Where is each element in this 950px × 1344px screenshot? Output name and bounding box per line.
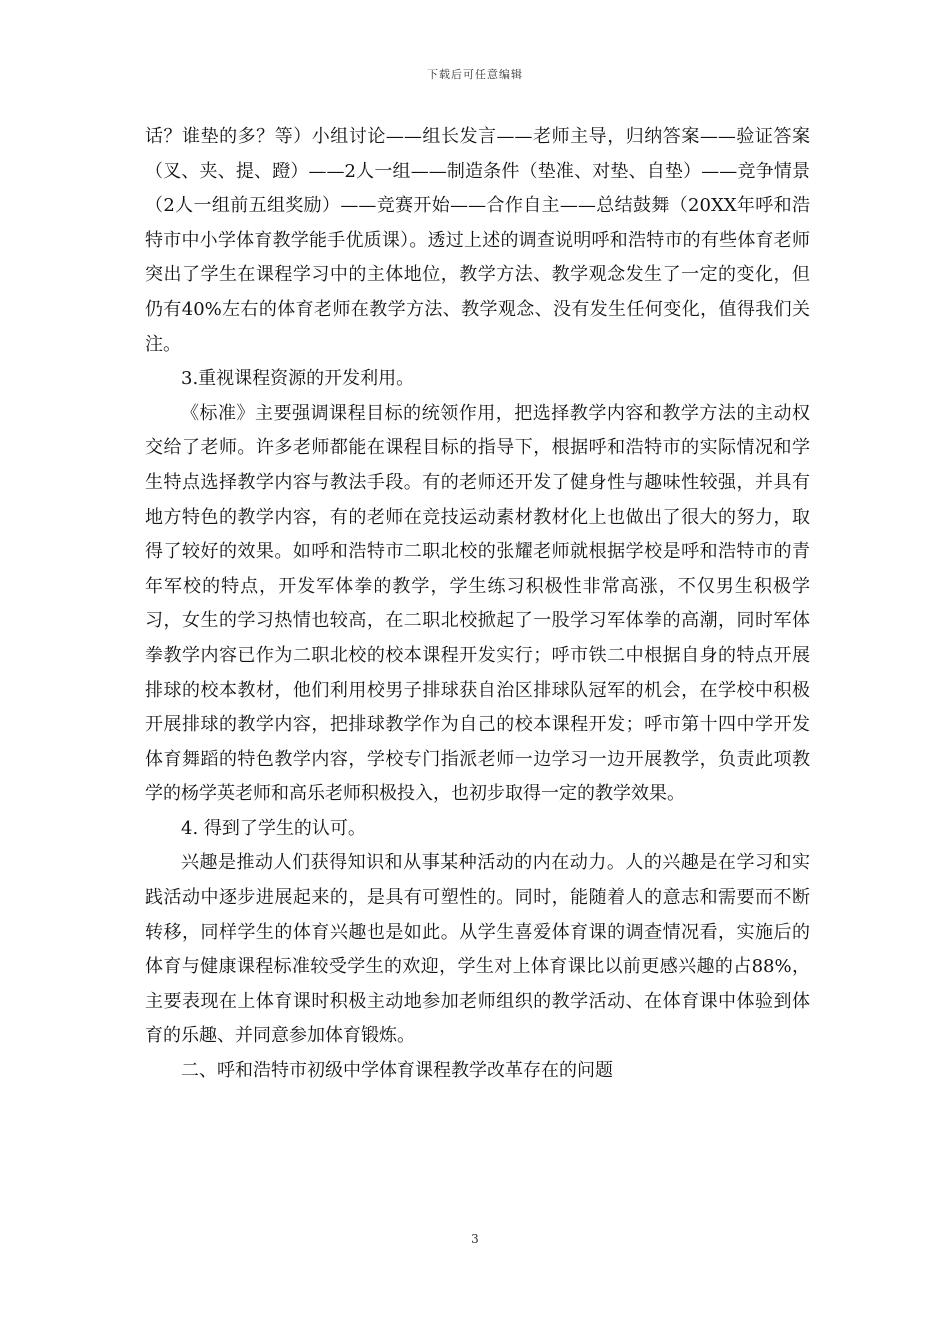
document-body [145, 120, 810, 1089]
section-heading-curriculum-resources: 3.重视课程资源的开发利用。 [181, 368, 415, 390]
page-header: 下载后可任意编辑 [427, 68, 523, 81]
section-heading-existing-problems: 二、呼和浩特市初级中学体育课程教学改革存在的问题 [181, 1060, 613, 1082]
paragraph-curriculum-resources: 《标准》主要强调课程目标的统领作用，把选择教学内容和教学方法的主动权交给了老师。许多老师都能在课程目标的指导下，根据呼和浩特市的实际情况和学生特点选择教学内容与教法手段。有的老师还开发了健身性与趣味性较强，并具有地方特色的教学内容，有的老师在竞技运动素材教材化上也做出了很大的努力，取得了较好的效果。如呼和浩特市二职北校的张耀老师就根据学校是呼和浩特市的青年军校的特点，开发军体拳的教学，学生练习积极性非常高涨，不仅男生积极学习，女生的学习热情也较高，在二职北校掀起了一股学习军体拳的高潮，同时军体拳教学内容已作为二职北校的校本课程开发实行；呼市铁二中根据自身的特点开展排球的校本教材，他们利用校男子排球获自治区排球队冠军的机会，在学校中积极开展排球的教学内容，把排球教学作为自己的校本课程开发；呼市第十四中学开发体育舞蹈的特色教学内容，学校专门指派老师一边学习一边开展教学，负责此项教学的杨学英老师和高乐老师积极投入，也初步取得一定的教学效果。 [145, 402, 810, 805]
paragraph-continued-discussion: 话？谁垫的多？等）小组讨论——组长发言——老师主导，归纳答案——验证答案（叉、夹、提、蹬）——2人一组——制造条件（垫准、对垫、自垫）——竞争情景（2人一组前五组奖励）——竞赛开始——合作自主——总结鼓舞（20XX年呼和浩特市中小学体育教学能手优质课）。透过上述的调查说明呼和浩特市的有些体育老师突出了学生在课程学习中的主体地位，教学方法、教学观念发生了一定的变化，但仍有40%左右的体育老师在教学方法、教学观念、没有发生任何变化，值得我们关注。 [145, 126, 810, 355]
page-number: 3 [471, 1232, 479, 1246]
paragraph-student-interest: 兴趣是推动人们获得知识和从事某种活动的内在动力。人的兴趣是在学习和实践活动中逐步进展起来的，是具有可塑性的。同时，能随着人的意志和需要而不断转移，同样学生的体育兴趣也是如此。从学生喜爱体育课的调查情况看，实施后的体育与健康课程标准较受学生的欢迎，学生对上体育课比以前更感兴趣的占88%，主要表现在上体育课时积极主动地参加老师组织的教学活动、在体育课中体验到体育的乐趣、并同意参加体育锻炼。 [145, 852, 810, 1047]
section-heading-student-recognition: 4. 得到了学生的认可。 [181, 817, 366, 839]
